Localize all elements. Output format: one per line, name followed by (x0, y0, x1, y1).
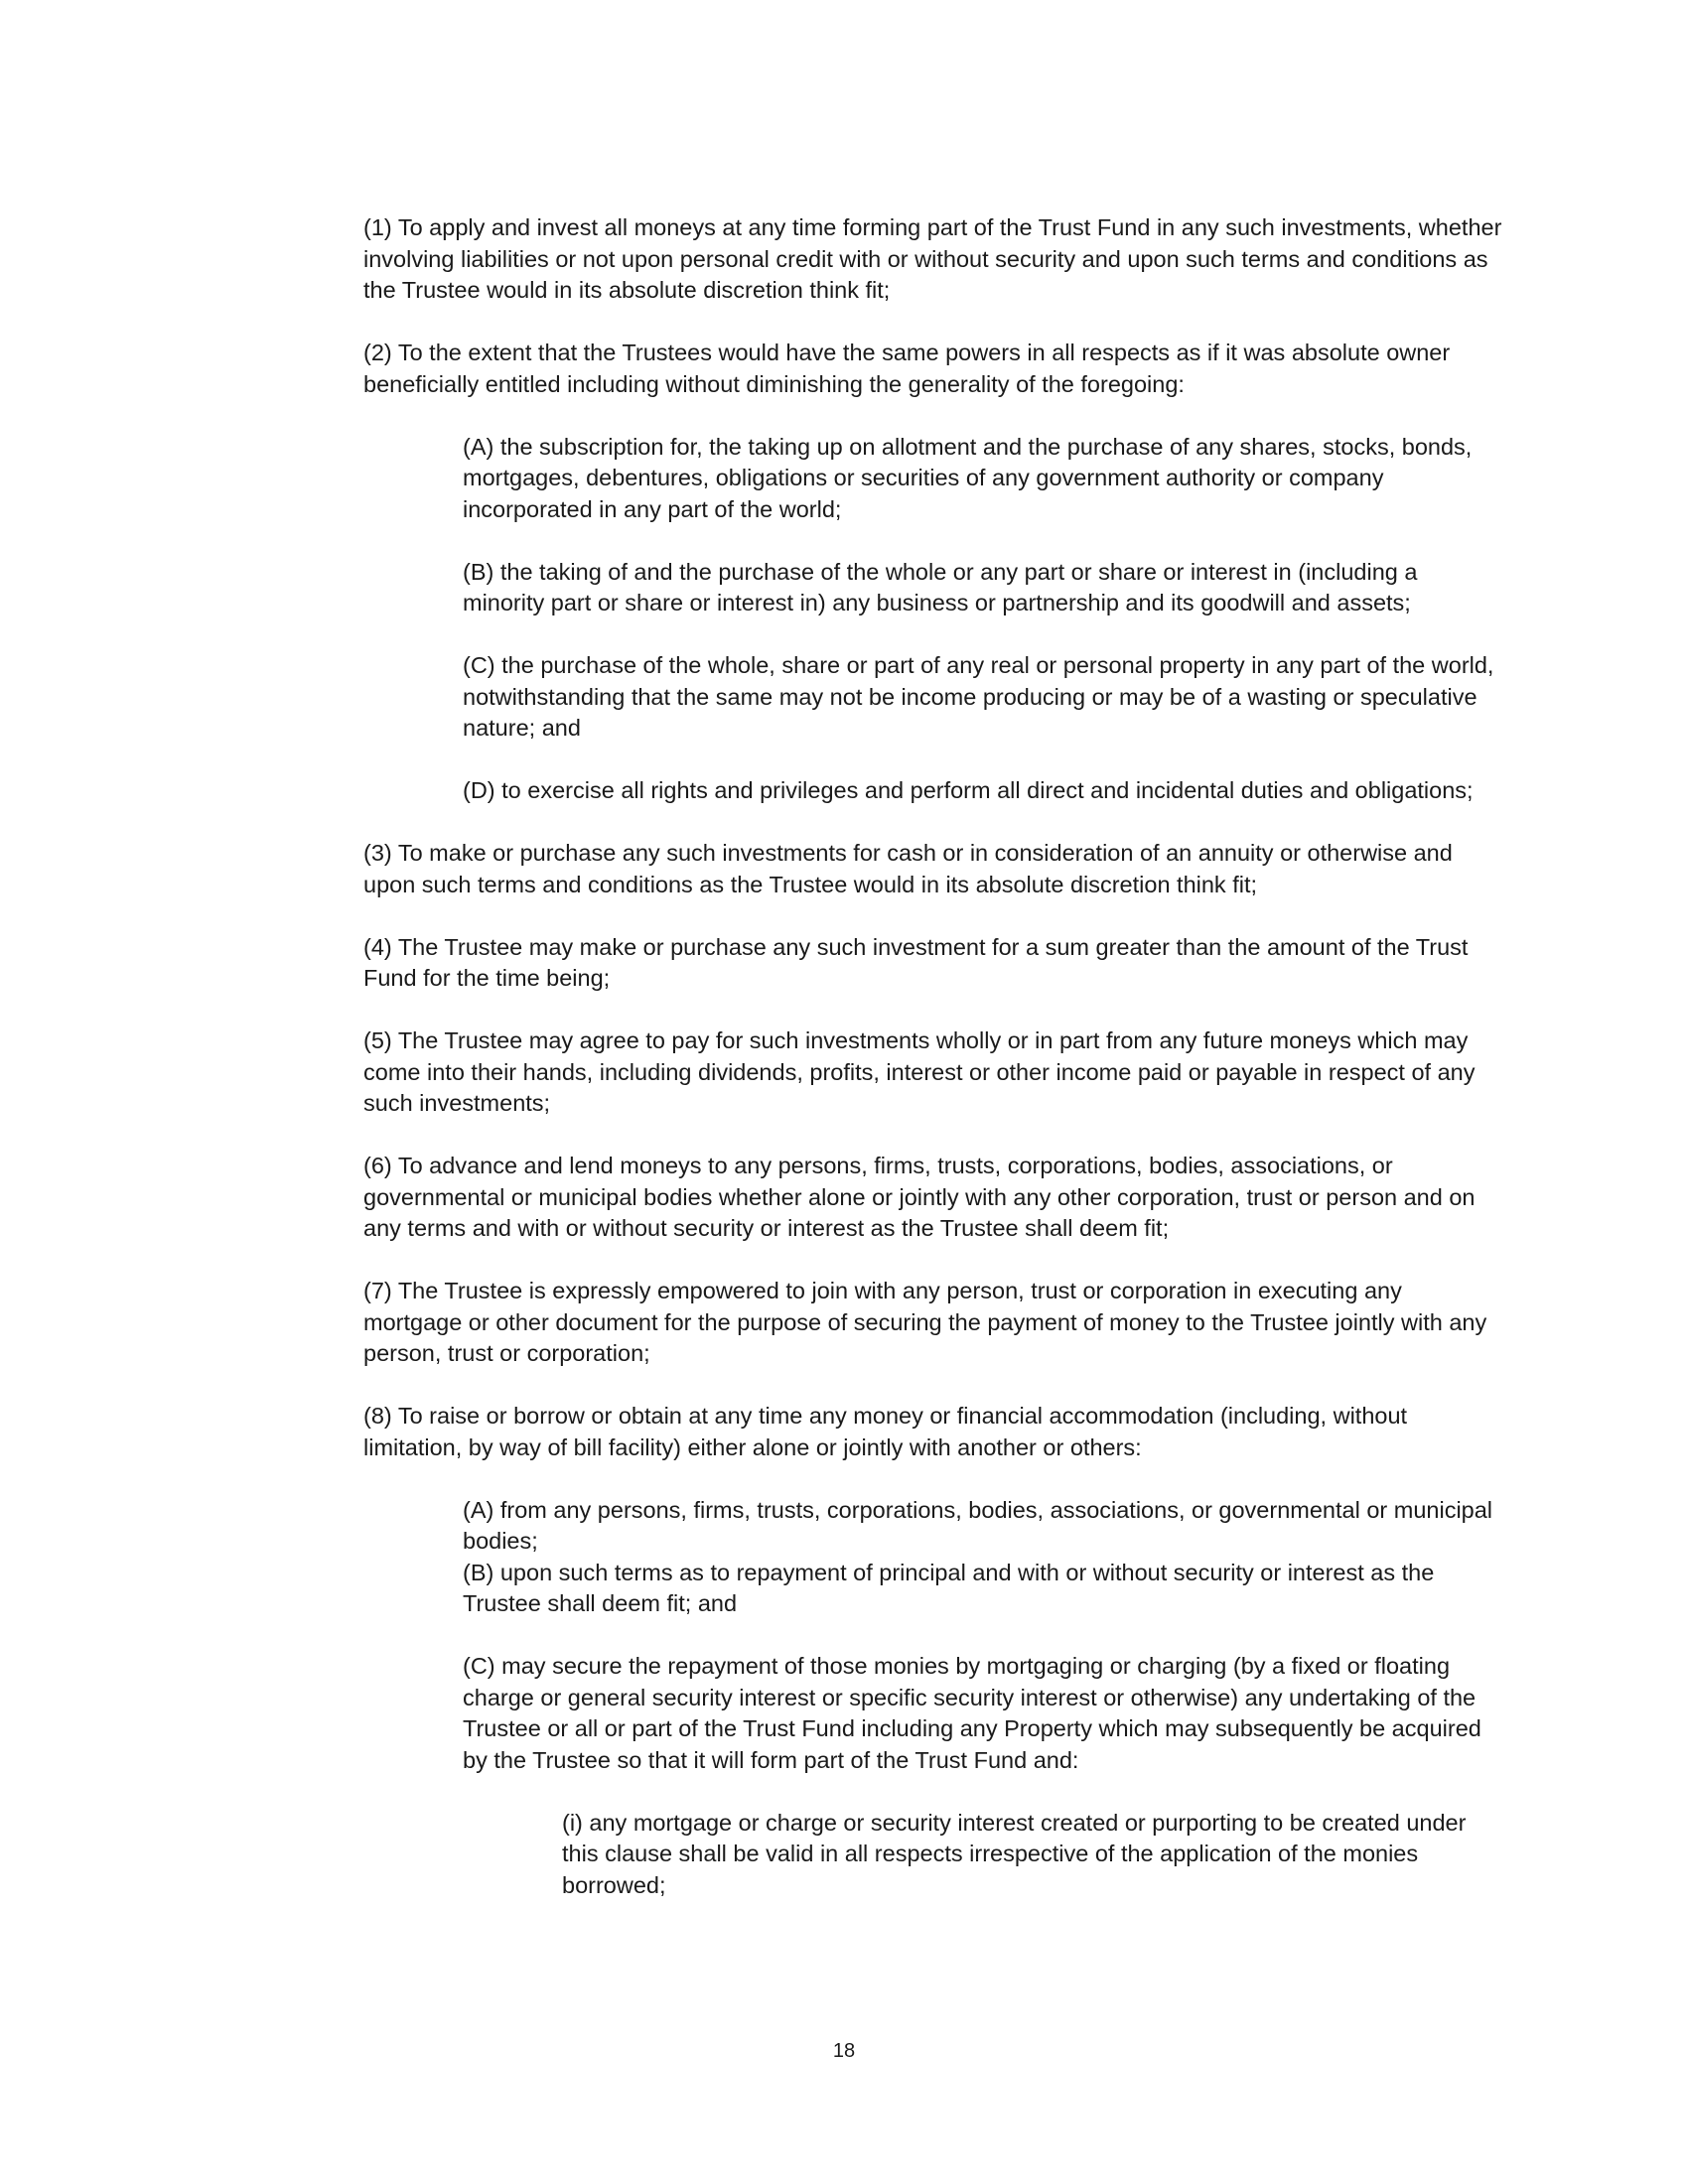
clause-2-d: (D) to exercise all rights and privileges and perform all direct and incidental duties and obligations; (463, 777, 1474, 803)
clause-7: (7) The Trustee is expressly empowered to join with any person, trust or corporation in executing any mortgage or other document for the purpose of securing the payment of money to the Trustee jointly with any person, trust or corporation; (363, 1278, 1487, 1366)
clause-2-b: (B) the taking of and the purchase of the whole or any part or share or interest in (including a minority part or share or interest in) any business or partnership and its goodwill and assets; (463, 558, 1418, 615)
clause-6: (6) To advance and lend moneys to any persons, firms, trusts, corporations, bodies, associations, or governmental or municipal bodies whether alone or jointly with any other corporation, trust or person and on any terms and with or without security or interest as the Trustee shall deem fit; (363, 1153, 1476, 1241)
clause-8: (8) To raise or borrow or obtain at any time any money or financial accommodation (including, without limitation, by way of bill facility) either alone or jointly with another or others: (363, 1403, 1408, 1460)
clause-4: (4) The Trustee may make or purchase any such investment for a sum greater than the amount of the Trust Fund for the time being; (363, 933, 1469, 991)
clause-8-c-i: (i) any mortgage or charge or security interest created or purporting to be created under this clause shall be valid in all respects irrespective of the application of the monies borrowed; (562, 1809, 1467, 1898)
page-number: 18 (832, 2040, 856, 2062)
clause-2: (2) To the extent that the Trustees would have the same powers in all respects as if it was absolute owner beneficially entitled including without diminishing the generality of the foregoing: (363, 340, 1451, 397)
clause-1: (1) To apply and invest all moneys at any time forming part of the Trust Fund in any such investments, whether involving liabilities or not upon personal credit with or without security and upon such terms and conditions as the Trustee would in its absolute discretion think fit; (363, 214, 1502, 303)
clause-5: (5) The Trustee may agree to pay for such investments wholly or in part from any future moneys which may come into their hands, including dividends, profits, interest or other income paid or payable in respect of any such investments; (363, 1027, 1476, 1116)
clause-3: (3) To make or purchase any such investments for cash or in consideration of an annuity or otherwise and upon such terms and conditions as the Trustee would in its absolute discretion think fit; (363, 840, 1453, 897)
clause-2-c: (C) the purchase of the whole, share or part of any real or personal property in any part of the world, notwithstanding that the same may not be income producing or may be of a wasting or speculative nature; and (463, 652, 1494, 741)
clause-8-c: (C) may secure the repayment of those monies by mortgaging or charging (by a fixed or floating charge or general security interest or specific security interest or otherwise) any undertaking of the Trustee or all or part of the Trust Fund including any Property which may subsequently be acquired by the Trustee so that it will form part of the Trust Fund and: (463, 1653, 1481, 1773)
clause-8-a: (A) from any persons, firms, trusts, corporations, bodies, associations, or governmental or municipal bodies; (463, 1496, 1493, 1554)
document-body (363, 212, 1505, 1901)
clause-8-b: (B) upon such terms as to repayment of principal and with or without security or interest as the Trustee shall deem fit; and (463, 1559, 1435, 1616)
clause-2-a: (A) the subscription for, the taking up on allotment and the purchase of any shares, stocks, bonds, mortgages, debentures, obligations or securities of any government authority or company incorporated in any part of the world; (463, 433, 1473, 522)
